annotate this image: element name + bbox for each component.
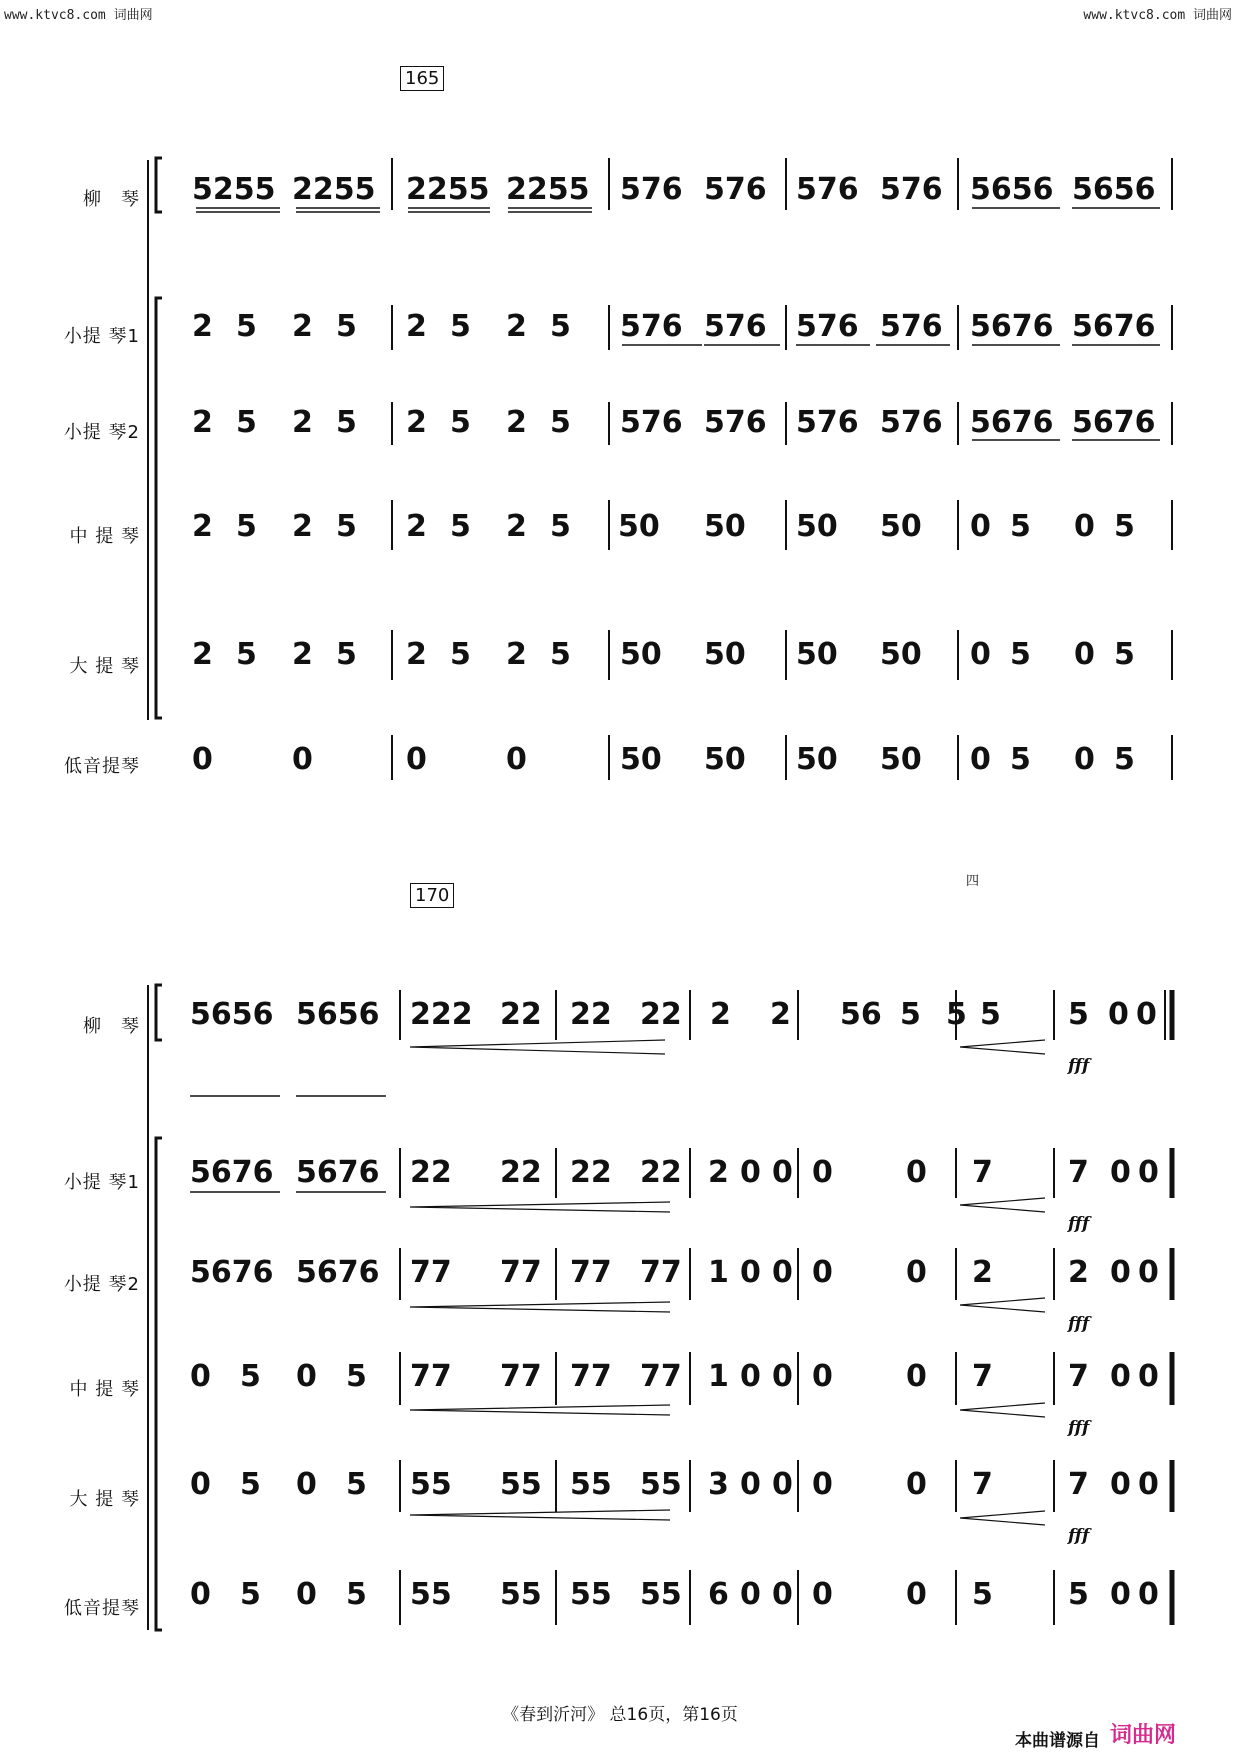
note-vn2: 2 — [506, 405, 527, 440]
note-cb: 0 — [970, 742, 991, 777]
note-va: 50 — [704, 509, 746, 544]
instrument-label-cello: 大 提 琴 — [69, 1489, 140, 1510]
note-liuqin: 5656 — [296, 997, 380, 1032]
note-vn2: 2 — [406, 405, 427, 440]
note-liuqin: 22 — [570, 997, 612, 1032]
note-vc: 0 — [190, 1467, 211, 1502]
note-vn1: 576 — [620, 309, 683, 344]
note-va: 7 — [1068, 1359, 1089, 1394]
note-vc: 55 — [500, 1467, 542, 1502]
note-va: 7 — [972, 1359, 993, 1394]
instrument-label-viola: 中 提 琴 — [69, 526, 140, 547]
note-va: 77 — [410, 1359, 452, 1394]
note-liuqin: 2 — [770, 997, 791, 1032]
note-vn1: 0 — [906, 1155, 927, 1190]
note-va: 0 — [1138, 1359, 1159, 1394]
note-liuqin: 5656 — [190, 997, 274, 1032]
dynamic-fff: fff — [1068, 1418, 1090, 1438]
note-va: 50 — [796, 509, 838, 544]
note-va: 50 — [618, 509, 660, 544]
note-liuqin: 2255 — [506, 172, 590, 207]
note-vc: 2 — [292, 637, 313, 672]
note-va: 0 — [906, 1359, 927, 1394]
note-vn1: 0 — [812, 1155, 833, 1190]
note-vc: 0 — [1074, 637, 1095, 672]
note-va: 0 — [1110, 1359, 1131, 1394]
note-vc: 0 — [970, 637, 991, 672]
note-cb: 0 — [812, 1577, 833, 1612]
note-liuqin: 2 — [710, 997, 731, 1032]
dynamic-fff: fff — [1068, 1526, 1090, 1546]
note-vn2: 5676 — [970, 405, 1054, 440]
note-vc: 5 — [336, 637, 357, 672]
note-vc: 5 — [346, 1467, 367, 1502]
source-credit: 本曲谱源自 — [1015, 1731, 1100, 1751]
note-vn2: 576 — [796, 405, 859, 440]
note-vn1: 2 — [192, 309, 213, 344]
note-vn2: 5 — [550, 405, 571, 440]
instrument-label-violin2: 小提 琴2 — [63, 422, 140, 443]
note-vn2: 5676 — [190, 1255, 274, 1290]
note-liuqin: 576 — [796, 172, 859, 207]
note-cb: 50 — [704, 742, 746, 777]
note-vn1: 5 — [236, 309, 257, 344]
note-cb: 0 — [1074, 742, 1095, 777]
note-vc: 50 — [880, 637, 922, 672]
note-va: 5 — [240, 1359, 261, 1394]
marking-si: 四 — [966, 874, 980, 889]
note-cb: 5 — [972, 1577, 993, 1612]
note-liuqin: 5 — [980, 997, 1001, 1032]
note-vc: 55 — [570, 1467, 612, 1502]
note-va: 5 — [550, 509, 571, 544]
note-cb: 55 — [500, 1577, 542, 1612]
note-vn1: 22 — [570, 1155, 612, 1190]
note-cb: 0 — [740, 1577, 761, 1612]
note-vn2: 77 — [570, 1255, 612, 1290]
note-cb: 5 — [1068, 1577, 1089, 1612]
note-cb: 0 — [1110, 1577, 1131, 1612]
note-va: 2 — [406, 509, 427, 544]
note-liuqin: 576 — [880, 172, 943, 207]
note-vn2: 5 — [236, 405, 257, 440]
note-cb: 5 — [346, 1577, 367, 1612]
note-liuqin: 222 — [410, 997, 473, 1032]
note-vn2: 5676 — [1072, 405, 1156, 440]
note-cb: 0 — [406, 742, 427, 777]
note-vn2: 0 — [1110, 1255, 1131, 1290]
note-vc: 5 — [236, 637, 257, 672]
note-cb: 0 — [506, 742, 527, 777]
site-header-right: www.ktvc8.com 词曲网 — [1083, 8, 1232, 23]
rehearsal-mark-165: 165 — [400, 66, 444, 91]
note-vc: 0 — [812, 1467, 833, 1502]
note-va: 0 — [190, 1359, 211, 1394]
note-liuqin: 5656 — [1072, 172, 1156, 207]
note-liuqin: 22 — [500, 997, 542, 1032]
note-cb: 55 — [640, 1577, 682, 1612]
note-liuqin: 576 — [704, 172, 767, 207]
note-cb: 0 — [190, 1577, 211, 1612]
note-liuqin: 56 — [840, 997, 882, 1032]
note-va: 5 — [336, 509, 357, 544]
note-vn2: 2 — [292, 405, 313, 440]
note-cb: 5 — [240, 1577, 261, 1612]
note-liuqin: 22 — [640, 997, 682, 1032]
note-vn2: 5 — [336, 405, 357, 440]
note-liuqin: 2255 — [292, 172, 376, 207]
note-vn1: 576 — [704, 309, 767, 344]
note-va: 2 — [192, 509, 213, 544]
note-vc: 7 — [1068, 1467, 1089, 1502]
note-va: 0 — [812, 1359, 833, 1394]
note-vn1: 22 — [500, 1155, 542, 1190]
note-vn2: 2 — [192, 405, 213, 440]
note-va: 1 — [708, 1359, 729, 1394]
note-vn1: 0 — [772, 1155, 793, 1190]
note-liuqin: 5 — [1068, 997, 1089, 1032]
note-liuqin: 5 — [900, 997, 921, 1032]
note-vn1: 5 — [450, 309, 471, 344]
note-vn2: 576 — [880, 405, 943, 440]
note-cb: 0 — [1138, 1577, 1159, 1612]
note-vc: 0 — [1110, 1467, 1131, 1502]
note-va: 0 — [772, 1359, 793, 1394]
note-va: 77 — [640, 1359, 682, 1394]
note-cb: 55 — [570, 1577, 612, 1612]
site-header-left: www.ktvc8.com 词曲网 — [4, 8, 153, 23]
note-va: 0 — [296, 1359, 317, 1394]
note-vn2: 2 — [1068, 1255, 1089, 1290]
instrument-label-viola: 中 提 琴 — [69, 1379, 140, 1400]
note-vc: 50 — [704, 637, 746, 672]
note-vn2: 576 — [620, 405, 683, 440]
note-vn1: 7 — [972, 1155, 993, 1190]
note-vn2: 5676 — [296, 1255, 380, 1290]
note-va: 0 — [740, 1359, 761, 1394]
note-vn1: 22 — [640, 1155, 682, 1190]
note-vn2: 0 — [740, 1255, 761, 1290]
note-cb: 0 — [772, 1577, 793, 1612]
note-vc: 50 — [796, 637, 838, 672]
note-vc: 0 — [906, 1467, 927, 1502]
note-vn1: 5676 — [970, 309, 1054, 344]
note-va: 5 — [236, 509, 257, 544]
dynamic-fff: fff — [1068, 1056, 1090, 1076]
note-vn2: 2 — [972, 1255, 993, 1290]
note-va: 5 — [1010, 509, 1031, 544]
rehearsal-mark-170: 170 — [410, 883, 454, 908]
instrument-label-violin1: 小提 琴1 — [63, 1172, 140, 1193]
page-footer: 《春到沂河》 总16页，第16页 — [502, 1705, 738, 1725]
note-vn1: 0 — [1110, 1155, 1131, 1190]
note-vn2: 0 — [812, 1255, 833, 1290]
note-cb: 50 — [620, 742, 662, 777]
note-vn2: 1 — [708, 1255, 729, 1290]
note-cb: 0 — [192, 742, 213, 777]
note-vn1: 2 — [506, 309, 527, 344]
note-cb: 5 — [1010, 742, 1031, 777]
note-vn2: 77 — [410, 1255, 452, 1290]
note-vn2: 5 — [450, 405, 471, 440]
note-vc: 0 — [772, 1467, 793, 1502]
note-vc: 0 — [740, 1467, 761, 1502]
note-vc: 2 — [192, 637, 213, 672]
note-vn1: 5 — [550, 309, 571, 344]
note-cb: 50 — [796, 742, 838, 777]
note-vc: 5 — [550, 637, 571, 672]
note-va: 5 — [346, 1359, 367, 1394]
note-vn1: 0 — [740, 1155, 761, 1190]
note-vc: 5 — [1114, 637, 1135, 672]
note-cb: 0 — [296, 1577, 317, 1612]
note-va: 5 — [1114, 509, 1135, 544]
note-liuqin: 5656 — [970, 172, 1054, 207]
note-vn1: 7 — [1068, 1155, 1089, 1190]
note-vc: 2 — [506, 637, 527, 672]
note-va: 0 — [1074, 509, 1095, 544]
note-liuqin: 5 — [946, 997, 967, 1032]
note-vn1: 22 — [410, 1155, 452, 1190]
note-vn1: 5676 — [296, 1155, 380, 1190]
note-va: 2 — [292, 509, 313, 544]
note-vn1: 576 — [880, 309, 943, 344]
note-vn2: 77 — [640, 1255, 682, 1290]
note-va: 77 — [500, 1359, 542, 1394]
note-liuqin: 0 — [1136, 997, 1157, 1032]
note-vn1: 5676 — [1072, 309, 1156, 344]
note-va: 0 — [970, 509, 991, 544]
instrument-label-bass: 低音提琴 — [64, 1598, 140, 1619]
dynamic-fff: fff — [1068, 1214, 1090, 1234]
note-cb: 0 — [906, 1577, 927, 1612]
note-vn2: 576 — [704, 405, 767, 440]
note-vc: 55 — [410, 1467, 452, 1502]
note-vc: 0 — [296, 1467, 317, 1502]
dynamic-fff: fff — [1068, 1314, 1090, 1334]
note-vn2: 77 — [500, 1255, 542, 1290]
note-vn1: 2 — [292, 309, 313, 344]
note-vc: 55 — [640, 1467, 682, 1502]
instrument-label-liuqin: 柳 琴 — [83, 189, 140, 210]
note-vn1: 576 — [796, 309, 859, 344]
note-cb: 6 — [708, 1577, 729, 1612]
note-liuqin: 2255 — [406, 172, 490, 207]
note-va: 5 — [450, 509, 471, 544]
note-va: 50 — [880, 509, 922, 544]
note-vc: 7 — [972, 1467, 993, 1502]
note-vc: 5 — [1010, 637, 1031, 672]
note-vc: 2 — [406, 637, 427, 672]
note-vc: 0 — [1138, 1467, 1159, 1502]
site-logo: 词曲网 — [1110, 1718, 1230, 1750]
note-vc: 50 — [620, 637, 662, 672]
note-vc: 5 — [240, 1467, 261, 1502]
note-cb: 50 — [880, 742, 922, 777]
note-vn1: 0 — [1138, 1155, 1159, 1190]
note-vc: 3 — [708, 1467, 729, 1502]
note-vn2: 0 — [772, 1255, 793, 1290]
note-cb: 55 — [410, 1577, 452, 1612]
note-vn2: 0 — [906, 1255, 927, 1290]
note-liuqin: 576 — [620, 172, 683, 207]
note-vc: 5 — [450, 637, 471, 672]
note-vn1: 2 — [708, 1155, 729, 1190]
note-cb: 0 — [292, 742, 313, 777]
instrument-label-cello: 大 提 琴 — [69, 656, 140, 677]
note-liuqin: 0 — [1108, 997, 1129, 1032]
instrument-label-violin1: 小提 琴1 — [63, 326, 140, 347]
note-vn2: 0 — [1138, 1255, 1159, 1290]
note-cb: 5 — [1114, 742, 1135, 777]
note-vn1: 2 — [406, 309, 427, 344]
note-vn1: 5 — [336, 309, 357, 344]
note-liuqin: 5255 — [192, 172, 276, 207]
note-va: 77 — [570, 1359, 612, 1394]
instrument-label-violin2: 小提 琴2 — [63, 1274, 140, 1295]
instrument-label-liuqin: 柳 琴 — [83, 1016, 140, 1037]
instrument-label-bass: 低音提琴 — [64, 756, 140, 777]
note-va: 2 — [506, 509, 527, 544]
note-vn1: 5676 — [190, 1155, 274, 1190]
